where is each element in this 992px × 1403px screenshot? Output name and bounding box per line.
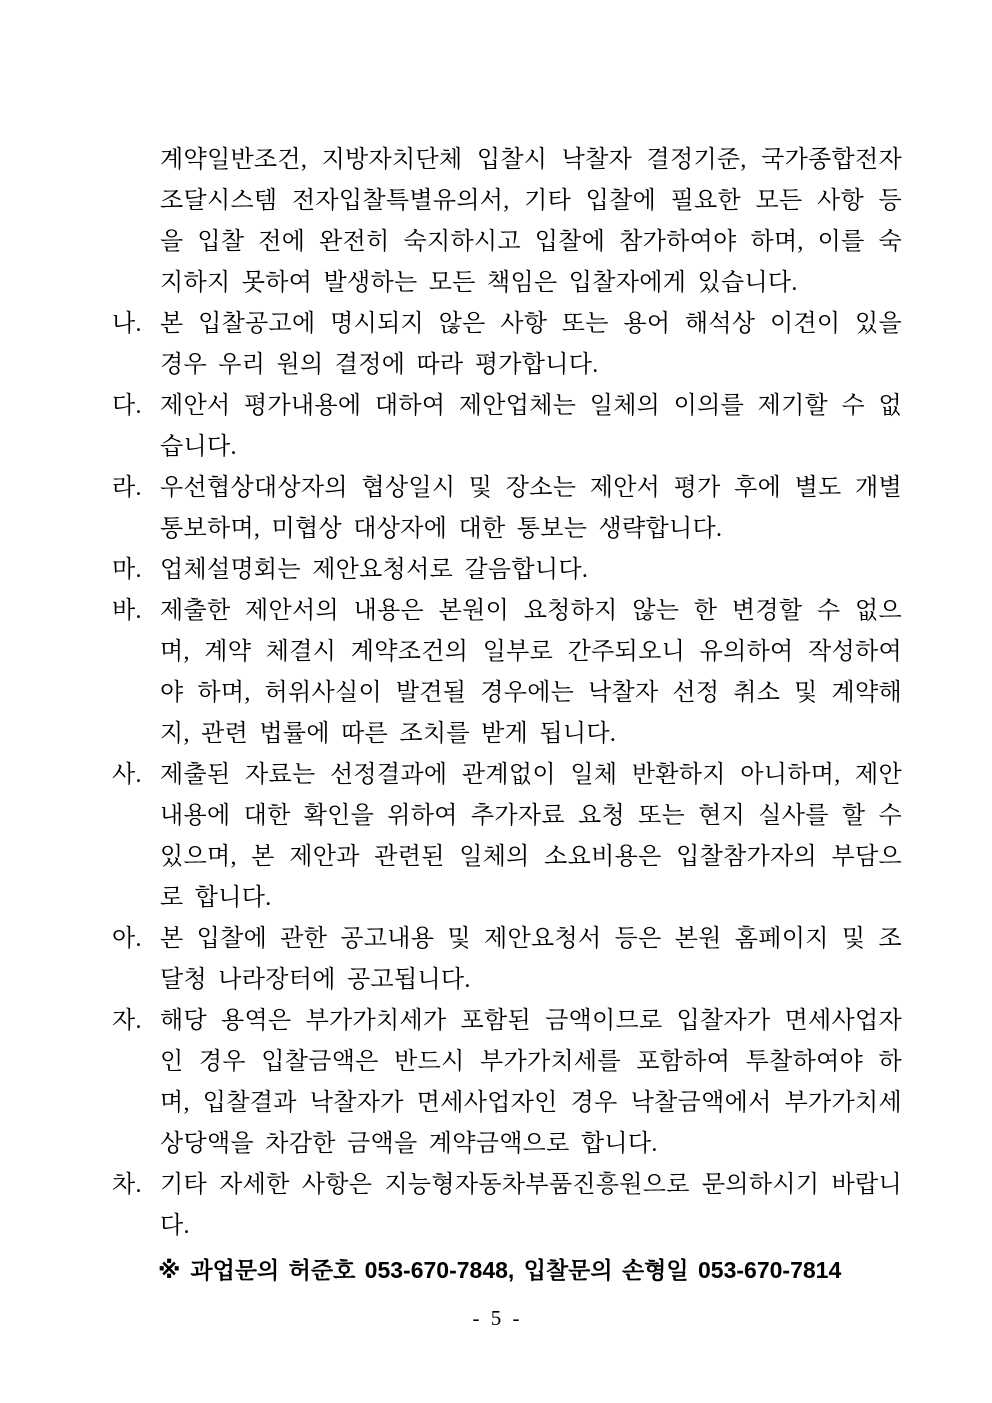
list-item-label: 바. <box>112 598 142 624</box>
list-item-ga-continuation <box>112 140 902 304</box>
list-item-text: 본 입찰공고에 명시되지 않은 사항 또는 용어 해석상 이견이 있을 경우 우리 원의 결정에 따라 평가합니다. <box>160 311 902 378</box>
list-item-label: 다. <box>112 393 142 419</box>
document-body <box>112 140 902 1291</box>
list-item-text: 본 입찰에 관한 공고내용 및 제안요청서 등은 본원 홈페이지 및 조달청 나라장터에 공고됩니다. <box>160 926 902 993</box>
list-item-text: 제출한 제안서의 내용은 본원이 요청하지 않는 한 변경할 수 없으며, 계약 체결시 계약조건의 일부로 간주되오니 유의하여 작성하여야 하며, 허위사실이 발견될 경우에는 낙찰자 선정 취소 및 계약해지, 관련 법률에 따른 조치를 받게 됩니다. <box>160 598 902 747</box>
list-item-text: 제출된 자료는 선정결과에 관계없이 일체 반환하지 아니하며, 제안 내용에 대한 확인을 위하여 추가자료 요청 또는 현지 실사를 할 수 있으며, 본 제안과 관련된 일체의 소요비용은 입찰참가자의 부담으로 합니다. <box>160 762 902 911</box>
list-item-text: 계약일반조건, 지방자치단체 입찰시 낙찰자 결정기준, 국가종합전자 조달시스템 전자입찰특별유의서, 기타 입찰에 필요한 모든 사항 등을 입찰 전에 완전히 숙지하시고 입찰에 참가하여야 하며, 이를 숙지하지 못하여 발생하는 모든 책임은 입찰자에게 있습니다. <box>160 147 902 296</box>
list-item-text: 해당 용역은 부가가치세가 포함된 금액이므로 입찰자가 면세사업자인 경우 입찰금액은 반드시 부가가치세를 포함하여 투찰하여야 하며, 입찰결과 낙찰자가 면세사업자인 경우 낙찰금액에서 부가가치세 상당액을 차감한 금액을 계약금액으로 합니다. <box>160 1008 902 1157</box>
list-item-da <box>112 386 902 468</box>
list-item-sa <box>112 755 902 919</box>
list-item-ra <box>112 468 902 550</box>
list-item-ba <box>112 591 902 755</box>
reference-mark-icon: ※ <box>158 1257 181 1283</box>
list-item-cha <box>112 1165 902 1247</box>
list-item-label: 라. <box>112 475 142 501</box>
list-item-label: 마. <box>112 557 142 583</box>
list-item-text: 제안서 평가내용에 대하여 제안업체는 일체의 이의를 제기할 수 없습니다. <box>160 393 902 460</box>
contact-note <box>112 1250 902 1291</box>
list-item-label: 사. <box>112 762 142 788</box>
list-item-text: 업체설명회는 제안요청서로 갈음합니다. <box>160 557 589 583</box>
list-item-text: 기타 자세한 사항은 지능형자동차부품진흥원으로 문의하시기 바랍니다. <box>160 1172 902 1239</box>
contact-note-text: 과업문의 허준호 053-670-7848, 입찰문의 손형일 053-670-7814 <box>190 1257 842 1283</box>
list-item-na <box>112 304 902 386</box>
list-item-label: 나. <box>112 311 142 337</box>
list-item-ja <box>112 1001 902 1165</box>
list-item-ma <box>112 550 902 591</box>
list-item-label: 아. <box>112 926 142 952</box>
list-item-label: 차. <box>112 1172 142 1198</box>
list-item-a <box>112 919 902 1001</box>
list-item-text: 우선협상대상자의 협상일시 및 장소는 제안서 평가 후에 별도 개별 통보하며, 미협상 대상자에 대한 통보는 생략합니다. <box>160 475 902 542</box>
page-number: - 5 - <box>472 1306 520 1330</box>
list-item-label: 자. <box>112 1008 142 1034</box>
